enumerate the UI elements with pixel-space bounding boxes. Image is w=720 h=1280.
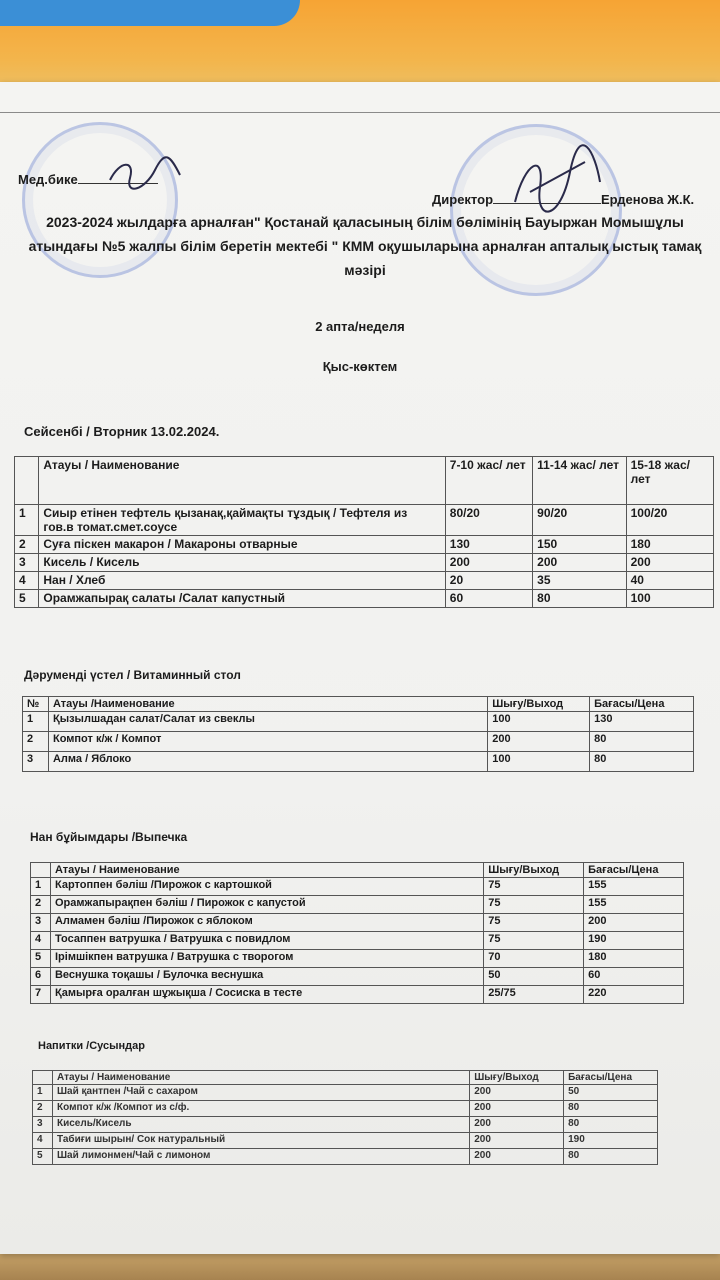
value-cell: 40	[626, 572, 713, 590]
dish-name: Компот к/ж /Компот из с/ф.	[52, 1101, 469, 1117]
value-cell: 190	[564, 1133, 658, 1149]
row-number: 7	[31, 986, 51, 1004]
drinks-table	[32, 1070, 658, 1165]
table-row	[15, 554, 714, 572]
value-cell: 35	[533, 572, 626, 590]
row-number: 2	[23, 732, 49, 752]
dish-name: Табиғи шырын/ Сок натуральный	[52, 1133, 469, 1149]
table-header-row	[23, 697, 694, 712]
season-label: Қыс-көктем	[322, 359, 398, 374]
table-row	[23, 752, 694, 772]
table-header-row	[31, 863, 684, 878]
value-cell: 80	[564, 1101, 658, 1117]
value-cell: 80	[533, 590, 626, 608]
row-number: 1	[23, 712, 49, 732]
row-number: 1	[15, 505, 39, 536]
value-cell: 80	[564, 1149, 658, 1165]
background-swoosh	[0, 0, 300, 26]
dish-name: Картоппен бәліш /Пирожок с картошкой	[50, 878, 483, 896]
value-cell: 75	[484, 878, 584, 896]
row-number: 2	[33, 1101, 53, 1117]
value-cell: 200	[470, 1117, 564, 1133]
value-cell: 50	[564, 1085, 658, 1101]
director-name: Ерденова Ж.К.	[601, 192, 695, 207]
value-cell: 200	[445, 554, 532, 572]
table-row	[15, 572, 714, 590]
column-header	[15, 457, 39, 505]
table-row	[31, 878, 684, 896]
column-header: Бағасы/Цена	[564, 1071, 658, 1085]
value-cell: 180	[626, 536, 713, 554]
value-cell: 25/75	[484, 986, 584, 1004]
value-cell: 20	[445, 572, 532, 590]
dish-name: Шай қантпен /Чай с сахаром	[52, 1085, 469, 1101]
table-row	[31, 932, 684, 950]
drinks-title: Напитки /Сусындар	[38, 1040, 145, 1052]
column-header: Атауы / Наименование	[50, 863, 483, 878]
dish-name: Ірімшікпен ватрушка / Ватрушка с творогом	[50, 950, 483, 968]
value-cell: 155	[584, 878, 684, 896]
bakery-table	[30, 862, 684, 1004]
dish-name: Кисель/Кисель	[52, 1117, 469, 1133]
table-row	[33, 1085, 658, 1101]
dish-name: Кисель / Кисель	[39, 554, 445, 572]
bakery-title: Нан бұйымдары /Выпечка	[30, 830, 188, 844]
value-cell: 200	[470, 1133, 564, 1149]
table-row	[31, 986, 684, 1004]
week-label: 2 апта/неделя	[315, 319, 405, 334]
column-header: Бағасы/Цена	[590, 697, 694, 712]
value-cell: 200	[584, 914, 684, 932]
value-cell: 200	[470, 1101, 564, 1117]
table-header-row	[33, 1071, 658, 1085]
column-header: 11-14 жас/ лет	[533, 457, 626, 505]
background-bottom	[0, 1250, 720, 1280]
dish-name: Қызылшадан салат/Салат из свеклы	[48, 712, 487, 732]
row-number: 4	[15, 572, 39, 590]
value-cell: 155	[584, 896, 684, 914]
value-cell: 75	[484, 896, 584, 914]
dish-name: Компот к/ж / Компот	[48, 732, 487, 752]
value-cell: 100	[488, 712, 590, 732]
table-row	[15, 536, 714, 554]
table-row	[31, 950, 684, 968]
row-number: 1	[31, 878, 51, 896]
value-cell: 220	[584, 986, 684, 1004]
dish-name: Веснушка тоқашы / Булочка веснушка	[50, 968, 483, 986]
table-row	[31, 914, 684, 932]
table-row	[31, 896, 684, 914]
value-cell: 200	[470, 1085, 564, 1101]
value-cell: 100/20	[626, 505, 713, 536]
row-number: 4	[31, 932, 51, 950]
value-cell: 70	[484, 950, 584, 968]
value-cell: 80	[590, 732, 694, 752]
row-number: 5	[31, 950, 51, 968]
table-row	[33, 1117, 658, 1133]
value-cell: 190	[584, 932, 684, 950]
row-number: 3	[23, 752, 49, 772]
column-header	[33, 1071, 53, 1085]
dish-name: Суға піскен макарон / Макароны отварные	[39, 536, 445, 554]
dish-name: Алма / Яблоко	[48, 752, 487, 772]
dish-name: Орамжапырақпен бәліш / Пирожок с капустой	[50, 896, 483, 914]
menu-sheet	[0, 82, 720, 1254]
value-cell: 200	[626, 554, 713, 572]
dish-name: Алмамен бәліш /Пирожок с яблоком	[50, 914, 483, 932]
row-number: 2	[31, 896, 51, 914]
table-row	[33, 1101, 658, 1117]
row-number: 1	[33, 1085, 53, 1101]
value-cell: 80	[564, 1117, 658, 1133]
column-header: №	[23, 697, 49, 712]
column-header: 7-10 жас/ лет	[445, 457, 532, 505]
row-number: 6	[31, 968, 51, 986]
row-number: 3	[31, 914, 51, 932]
value-cell: 180	[584, 950, 684, 968]
table-row	[33, 1133, 658, 1149]
value-cell: 200	[470, 1149, 564, 1165]
top-rule	[0, 112, 720, 113]
table-row	[15, 590, 714, 608]
table-row	[23, 732, 694, 752]
table-row	[15, 505, 714, 536]
dish-name: Тосаппен ватрушка / Ватрушка с повидлом	[50, 932, 483, 950]
value-cell: 80/20	[445, 505, 532, 536]
menu-title: 2023-2024 жылдарға арналған" Қостанай қаласының білім бөлімінің Бауыржан Момышұлы атындағы №5 жалпы білім беретін мектебі " КММ оқушыларына арналған апталық ыстық тамақ мәзірі	[28, 214, 702, 278]
row-number: 4	[33, 1133, 53, 1149]
value-cell: 150	[533, 536, 626, 554]
value-cell: 80	[590, 752, 694, 772]
column-header	[31, 863, 51, 878]
main-menu-table	[14, 456, 714, 608]
value-cell: 130	[445, 536, 532, 554]
nurse-label: Мед.бике	[18, 172, 78, 187]
value-cell: 60	[584, 968, 684, 986]
table-header-row	[15, 457, 714, 505]
value-cell: 50	[484, 968, 584, 986]
value-cell: 75	[484, 932, 584, 950]
value-cell: 90/20	[533, 505, 626, 536]
dish-name: Сиыр етінен тефтель қызанақ,қаймақты тұздық / Тефтеля из гов.в томат.смет.соусе	[39, 505, 445, 536]
value-cell: 100	[626, 590, 713, 608]
nurse-signature	[100, 150, 190, 200]
row-number: 5	[15, 590, 39, 608]
dish-name: Қамырға оралған шұжықша / Сосиска в тесте	[50, 986, 483, 1004]
column-header: Атауы / Наименование	[52, 1071, 469, 1085]
row-number: 2	[15, 536, 39, 554]
value-cell: 60	[445, 590, 532, 608]
dish-name: Шай лимонмен/Чай с лимоном	[52, 1149, 469, 1165]
column-header: Бағасы/Цена	[584, 863, 684, 878]
row-number: 3	[33, 1117, 53, 1133]
row-number: 3	[15, 554, 39, 572]
director-label: Директор	[432, 192, 494, 207]
column-header: Атауы /Наименование	[48, 697, 487, 712]
dish-name: Орамжапырақ салаты /Салат капустный	[39, 590, 445, 608]
table-row	[31, 968, 684, 986]
column-header: Шығу/Выход	[488, 697, 590, 712]
table-row	[23, 712, 694, 732]
value-cell: 130	[590, 712, 694, 732]
value-cell: 200	[488, 732, 590, 752]
vitamin-title: Дәрумендi үстел / Витаминный стол	[24, 668, 241, 682]
value-cell: 100	[488, 752, 590, 772]
day-label: Сейсенбі / Вторник 13.02.2024.	[24, 424, 220, 439]
row-number: 5	[33, 1149, 53, 1165]
value-cell: 200	[533, 554, 626, 572]
column-header: 15-18 жас/ лет	[626, 457, 713, 505]
table-row	[33, 1149, 658, 1165]
vitamin-table	[22, 696, 694, 772]
value-cell: 75	[484, 914, 584, 932]
dish-name: Нан / Хлеб	[39, 572, 445, 590]
column-header: Атауы / Наименование	[39, 457, 445, 505]
column-header: Шығу/Выход	[470, 1071, 564, 1085]
column-header: Шығу/Выход	[484, 863, 584, 878]
